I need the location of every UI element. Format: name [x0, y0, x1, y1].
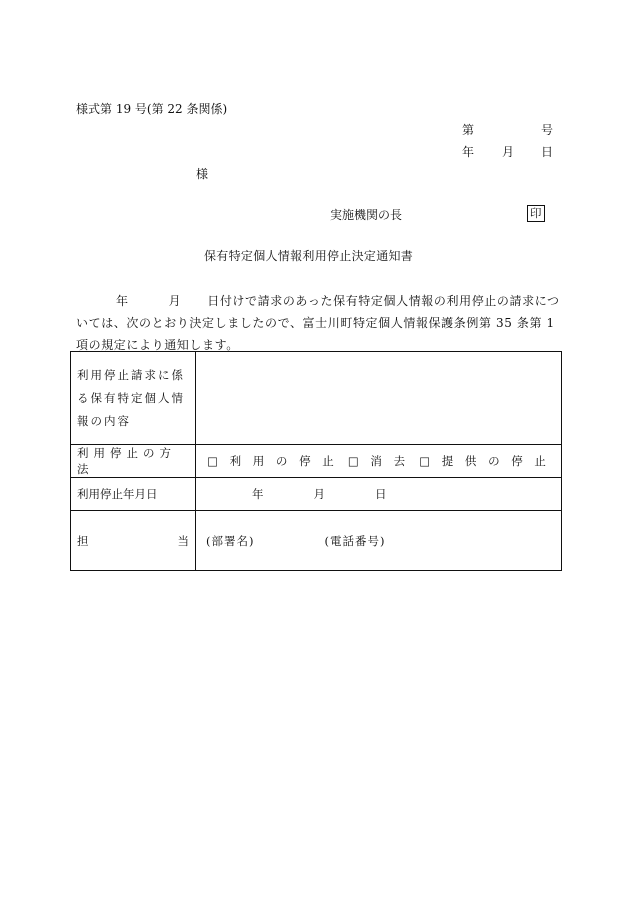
date-value-cell[interactable]	[196, 478, 562, 511]
document-title: 保有特定個人情報利用停止決定通知書	[204, 249, 414, 263]
document-number-suffix: 号	[541, 123, 554, 137]
stop-date-year: 年	[252, 487, 264, 501]
stop-date-day: 日	[375, 487, 387, 501]
method-options-cell	[196, 445, 562, 478]
document-number-label: 第	[462, 123, 475, 137]
contact-label-right: 当	[177, 533, 189, 548]
request-content-value[interactable]	[196, 352, 562, 445]
method-label-cell	[71, 445, 196, 478]
phone-label: (電話番号)	[324, 533, 386, 548]
body-year: 年	[116, 294, 129, 308]
form-number: 様式第 19 号(第 22 条関係)	[76, 102, 228, 116]
notice-body	[76, 290, 564, 356]
issue-date-year: 年	[462, 145, 475, 159]
method-option-stop-use[interactable]: □ 利 用 の 停 止	[207, 454, 338, 468]
department-label: (部署名)	[206, 533, 255, 548]
body-text: 日付けで請求のあった保有特定個人情報の利用停止の請求については、次のとおり決定しましたので、富士川町特定個人情報保護条例第 35 条第 1 項の規定により通知します。	[76, 294, 560, 352]
request-content-label: 利用停止請求に係る保有特定個人情報の内容	[77, 367, 185, 428]
addressee-suffix: 様	[196, 167, 209, 181]
table-row	[71, 478, 562, 511]
contact-label-left: 担	[77, 533, 89, 548]
table-row	[71, 445, 562, 478]
method-option-erase[interactable]: □ 消 去	[347, 454, 410, 468]
seal-mark: 印	[527, 205, 545, 222]
table-row	[71, 352, 562, 445]
body-month: 月	[168, 294, 182, 308]
issue-date-day: 日	[541, 145, 554, 159]
stop-date-month: 月	[313, 487, 325, 501]
date-label: 利用停止年月日	[77, 487, 158, 501]
method-option-stop-provision[interactable]: □ 提 供 の 停 止	[419, 454, 550, 468]
sender-title: 実施機関の長	[330, 208, 403, 222]
request-content-label-cell	[71, 352, 196, 445]
table-row	[71, 511, 562, 571]
decision-table	[70, 351, 562, 571]
contact-label-cell	[71, 511, 196, 571]
contact-value-cell[interactable]	[196, 511, 562, 571]
date-label-cell	[71, 478, 196, 511]
issue-date-month: 月	[502, 145, 515, 159]
method-label: 利用停止の方法	[77, 446, 176, 476]
